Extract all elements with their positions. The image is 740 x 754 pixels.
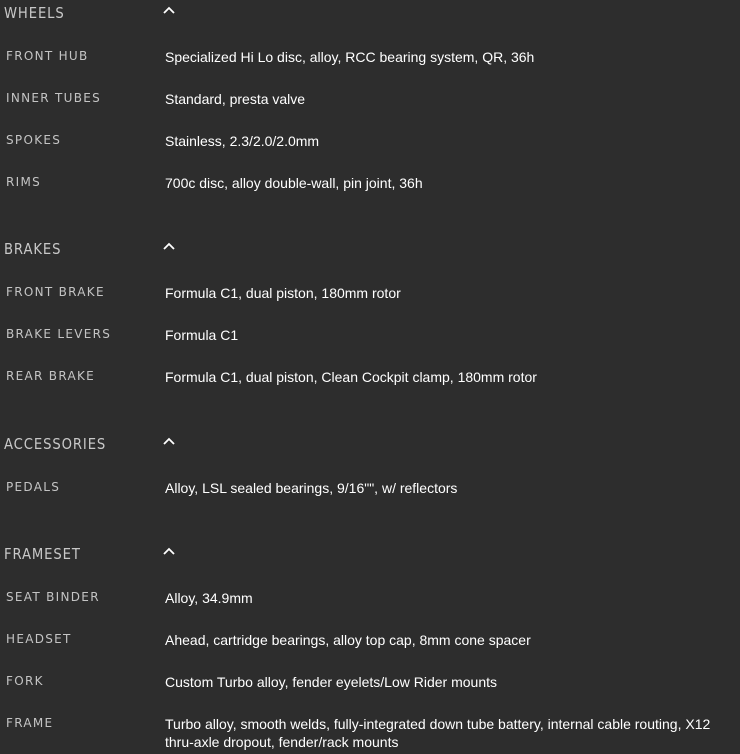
spec-label: REAR BRAKE — [6, 369, 96, 383]
section-title: FRAMESET — [4, 545, 81, 563]
spec-label: PEDALS — [6, 480, 61, 494]
spec-value: Specialized Hi Lo disc, alloy, RCC bearing system, QR, 36h — [165, 49, 535, 65]
section-title: ACCESSORIES — [4, 435, 107, 453]
chevron-up-icon[interactable] — [162, 240, 176, 252]
section-title: WHEELS — [4, 4, 65, 22]
section-header-wheels[interactable] — [0, 2, 740, 28]
spec-value: Standard, presta valve — [165, 91, 306, 107]
spec-value: Formula C1 — [165, 327, 239, 343]
spec-label: SEAT BINDER — [6, 590, 100, 604]
spec-label: FRAME — [6, 716, 54, 730]
spec-value: Custom Turbo alloy, fender eyelets/Low Rider mounts — [165, 674, 498, 690]
spec-value: Stainless, 2.3/2.0/2.0mm — [165, 133, 320, 149]
spec-value: Ahead, cartridge bearings, alloy top cap, 8mm cone spacer — [165, 632, 531, 648]
spec-label: FORK — [6, 674, 44, 688]
section-header-frameset[interactable] — [0, 543, 740, 569]
spec-label: FRONT BRAKE — [6, 285, 105, 299]
chevron-up-icon[interactable] — [162, 545, 176, 557]
section-title: BRAKES — [4, 240, 62, 258]
spec-label: INNER TUBES — [6, 91, 102, 105]
spec-label: HEADSET — [6, 632, 72, 646]
spec-value: 700c disc, alloy double-wall, pin joint, 36h — [165, 175, 423, 191]
spec-value: Turbo alloy, smooth welds, fully-integrated down tube battery, internal cable routing, X12 thru-axle dropout, fender/rack mounts — [165, 716, 711, 750]
spec-value: Formula C1, dual piston, Clean Cockpit clamp, 180mm rotor — [165, 369, 537, 385]
chevron-up-icon[interactable] — [162, 435, 176, 447]
chevron-up-icon[interactable] — [162, 4, 176, 16]
spec-value: Formula C1, dual piston, 180mm rotor — [165, 285, 401, 301]
section-header-brakes[interactable] — [0, 238, 740, 264]
spec-label: FRONT HUB — [6, 49, 89, 63]
spec-label: BRAKE LEVERS — [6, 327, 112, 341]
spec-value: Alloy, LSL sealed bearings, 9/16"", w/ reflectors — [165, 480, 458, 496]
spec-label: RIMS — [6, 175, 42, 189]
section-header-accessories[interactable] — [0, 433, 740, 459]
spec-label: SPOKES — [6, 133, 62, 147]
spec-value: Alloy, 34.9mm — [165, 590, 253, 606]
